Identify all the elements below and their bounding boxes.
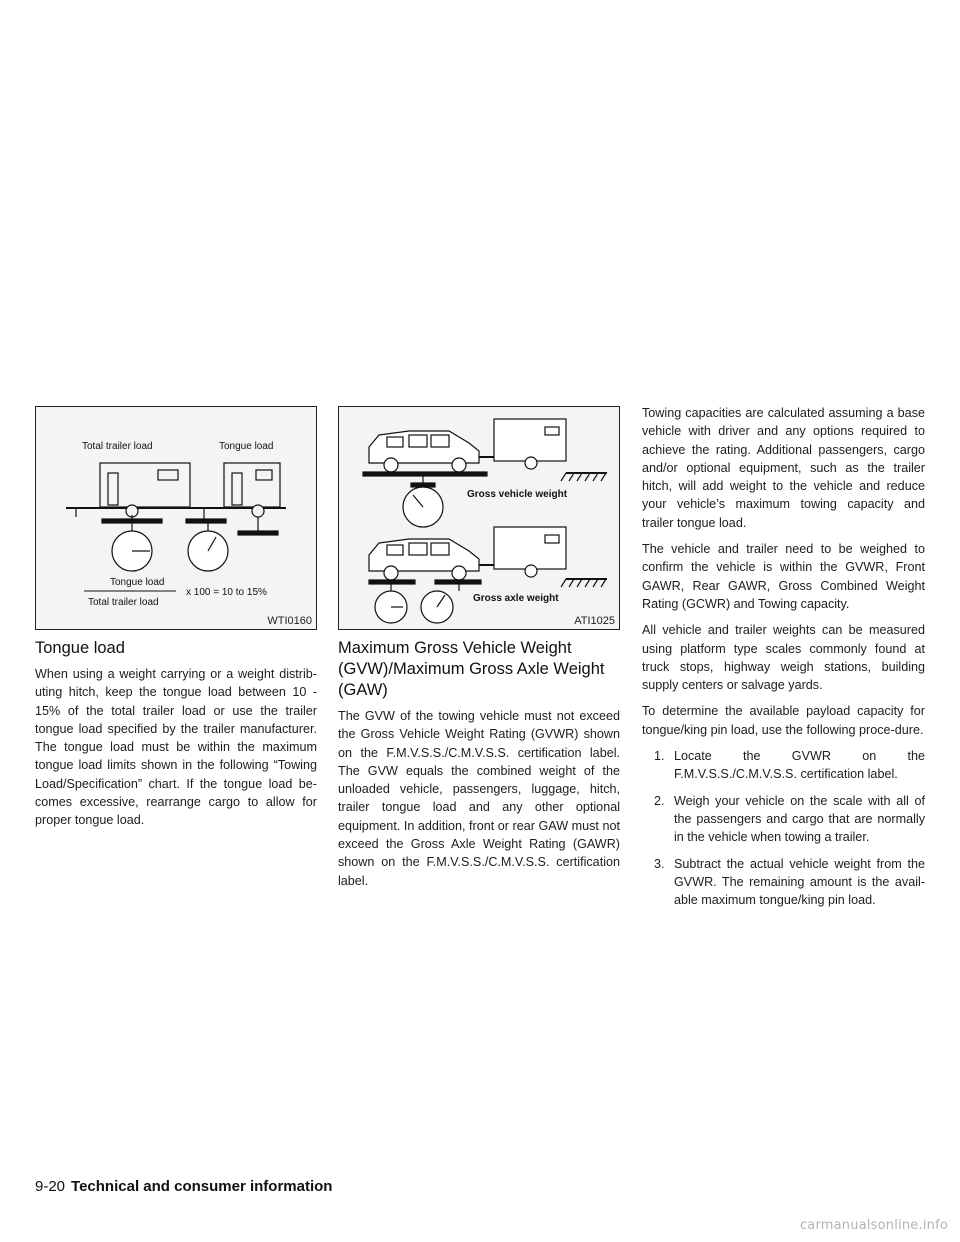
step-number: 1.	[654, 749, 665, 764]
gvw-heading: Maximum Gross Vehicle Weight (GVW)/Maximum Gross Axle Weight (GAW)	[338, 639, 605, 699]
formula-result: x 100 = 10 to 15%	[186, 587, 267, 598]
trailer-right-illustration	[186, 463, 286, 571]
formula-denominator: Total trailer load	[88, 597, 159, 608]
tongue-load-heading: Tongue load	[35, 639, 125, 657]
column-right	[642, 404, 925, 917]
procedure-step	[642, 855, 925, 910]
procedure-step	[642, 792, 925, 847]
tongue-load-paragraph: When using a weight carrying or a weight distrib-uting hitch, keep the tongue load between 10 - 15% of the total trailer load or use the trailer tongue load specified by the trailer manufacturer. The tongue load must be within the maximum tongue load limits shown in the following “Towing Load/Specification” chart. If the tongue load be-comes excessive, rearrange cargo to allow for proper tongue load.	[35, 667, 317, 828]
column-middle	[338, 406, 620, 899]
step-number: 2.	[654, 793, 665, 808]
watermark: carmanualsonline.info	[799, 1218, 948, 1233]
column-left	[35, 406, 317, 839]
gvw-paragraph: The GVW of the towing vehicle must not exceed the Gross Vehicle Weight Rating (GVWR) shown on the F.M.V.S.S./C.M.V.S.S. certification label. The GVW equals the combined weight of the unloaded vehicle, passengers, luggage, hitch, trailer tongue load and any other optional equipment. In addition, front or rear GAW must not exceed the Gross Axle Weight Rating (GAWR) shown on the F.M.V.S.S./C.M.V.S.S. certification label.	[338, 709, 620, 888]
procedure-step	[642, 747, 925, 784]
page-footer	[35, 1178, 332, 1195]
vehicle-on-single-scale-illustration	[363, 419, 607, 527]
figure-code: WTI0160	[267, 615, 312, 627]
tongue-load-illustration	[36, 407, 316, 629]
step-number: 3.	[654, 856, 665, 871]
capacity-paragraph: To determine the available payload capacity for tongue/king pin load, use the following proce-dure.	[642, 704, 925, 737]
vehicle-on-axle-scales-illustration	[369, 527, 607, 623]
figure-label-gross-vehicle-weight: Gross vehicle weight	[467, 489, 568, 500]
formula-numerator: Tongue load	[110, 577, 165, 588]
capacity-paragraph: The vehicle and trailer need to be weighed to confirm the vehicle is within the GVWR, Front GAWR, Rear GAWR, Gross Combined Weight Rating (GCWR) and Towing capacity.	[642, 542, 925, 611]
gross-weight-illustration	[339, 407, 619, 629]
procedure-steps-list	[642, 747, 925, 909]
figure-label-gross-axle-weight: Gross axle weight	[473, 593, 559, 604]
step-text: Subtract the actual vehicle weight from the GVWR. The remaining amount is the avail-able maximum tongue/king pin load.	[674, 856, 925, 908]
section-title: Technical and consumer information	[71, 1178, 333, 1195]
gross-weight-figure	[338, 406, 620, 630]
step-text: Weigh your vehicle on the scale with all of the passengers and cargo that are normally in the vehicle when towing a trailer.	[674, 793, 925, 845]
tongue-load-figure	[35, 406, 317, 630]
figure-code: ATI1025	[574, 615, 615, 627]
capacity-paragraph: Towing capacities are calculated assuming a base vehicle with driver and any options required to achieve the rating. Additional passengers, cargo and/or optional equipment, such as the trailer hitch, will add weight to the vehicle and reduce your vehicle’s maximum towing capacity and trailer tongue load.	[642, 406, 925, 530]
page-number: 9-20	[35, 1178, 66, 1195]
capacity-paragraph: All vehicle and trailer weights can be measured using platform type scales commonly found at truck stops, highway weigh stations, building supply centers or salvage yards.	[642, 623, 925, 693]
trailer-left-illustration	[66, 463, 196, 571]
step-text: Locate the GVWR on the F.M.V.S.S./C.M.V.S.S. certification label.	[674, 749, 925, 782]
figure-label-total-trailer-load: Total trailer load	[82, 441, 153, 452]
figure-label-tongue-load: Tongue load	[219, 441, 274, 452]
